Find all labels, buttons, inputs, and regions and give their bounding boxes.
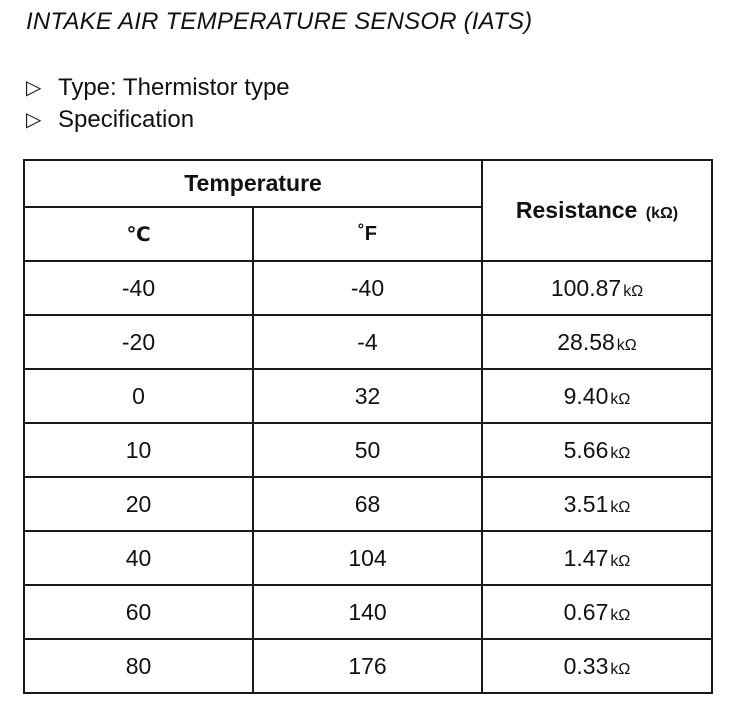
table-row [24, 369, 712, 423]
table-body [24, 261, 712, 693]
resistance-unit: kΩ [610, 498, 631, 516]
resistance-unit: kΩ [610, 660, 631, 678]
bullet-list [26, 72, 290, 136]
table-row [24, 639, 712, 693]
cell-celsius: 10 [24, 423, 253, 477]
bullet-type-text: Type: Thermistor type [58, 74, 290, 101]
cell-resistance [482, 423, 712, 477]
cell-fahrenheit: 32 [253, 369, 482, 423]
cell-resistance [482, 261, 712, 315]
resistance-table [23, 159, 713, 694]
header-resistance [482, 160, 712, 261]
cell-celsius: 0 [24, 369, 253, 423]
resistance-unit: kΩ [610, 390, 631, 408]
cell-resistance [482, 531, 712, 585]
cell-resistance [482, 369, 712, 423]
cell-celsius: 80 [24, 639, 253, 693]
cell-celsius: -40 [24, 261, 253, 315]
resistance-value: 5.66 [563, 436, 609, 463]
resistance-unit: kΩ [610, 552, 631, 570]
header-resistance-label: Resistance [515, 197, 638, 223]
header-fahrenheit: ˚F [253, 207, 482, 261]
page-title: INTAKE AIR TEMPERATURE SENSOR (IATS) [26, 8, 533, 35]
cell-celsius: 40 [24, 531, 253, 585]
cell-fahrenheit: -4 [253, 315, 482, 369]
bullet-type [26, 72, 290, 104]
header-resistance-unit: (kΩ) [645, 205, 679, 222]
table-row [24, 261, 712, 315]
cell-resistance [482, 477, 712, 531]
resistance-unit: kΩ [623, 282, 644, 300]
table-row [24, 531, 712, 585]
resistance-unit: kΩ [616, 336, 637, 354]
cell-resistance [482, 585, 712, 639]
cell-fahrenheit: -40 [253, 261, 482, 315]
cell-fahrenheit: 104 [253, 531, 482, 585]
cell-resistance [482, 639, 712, 693]
resistance-value: 28.58 [557, 328, 615, 355]
table-row [24, 477, 712, 531]
table-row [24, 423, 712, 477]
resistance-value: 0.33 [563, 652, 609, 679]
bullet-specification-text: Specification [58, 106, 195, 133]
cell-fahrenheit: 50 [253, 423, 482, 477]
resistance-value: 3.51 [563, 490, 609, 517]
cell-fahrenheit: 140 [253, 585, 482, 639]
table-row [24, 315, 712, 369]
resistance-value: 1.47 [563, 544, 609, 571]
triangle-right-icon: ▷ [26, 109, 42, 131]
resistance-value: 0.67 [563, 598, 609, 625]
resistance-value: 100.87 [550, 274, 622, 301]
header-celsius: ℃ [24, 207, 253, 261]
resistance-unit: kΩ [610, 606, 631, 624]
bullet-specification [26, 104, 290, 136]
resistance-unit: kΩ [610, 444, 631, 462]
cell-celsius: 20 [24, 477, 253, 531]
cell-fahrenheit: 176 [253, 639, 482, 693]
cell-resistance [482, 315, 712, 369]
resistance-value: 9.40 [563, 382, 609, 409]
cell-celsius: -20 [24, 315, 253, 369]
cell-fahrenheit: 68 [253, 477, 482, 531]
header-temperature: Temperature [24, 160, 482, 207]
triangle-right-icon: ▷ [26, 77, 42, 99]
table-row [24, 585, 712, 639]
cell-celsius: 60 [24, 585, 253, 639]
